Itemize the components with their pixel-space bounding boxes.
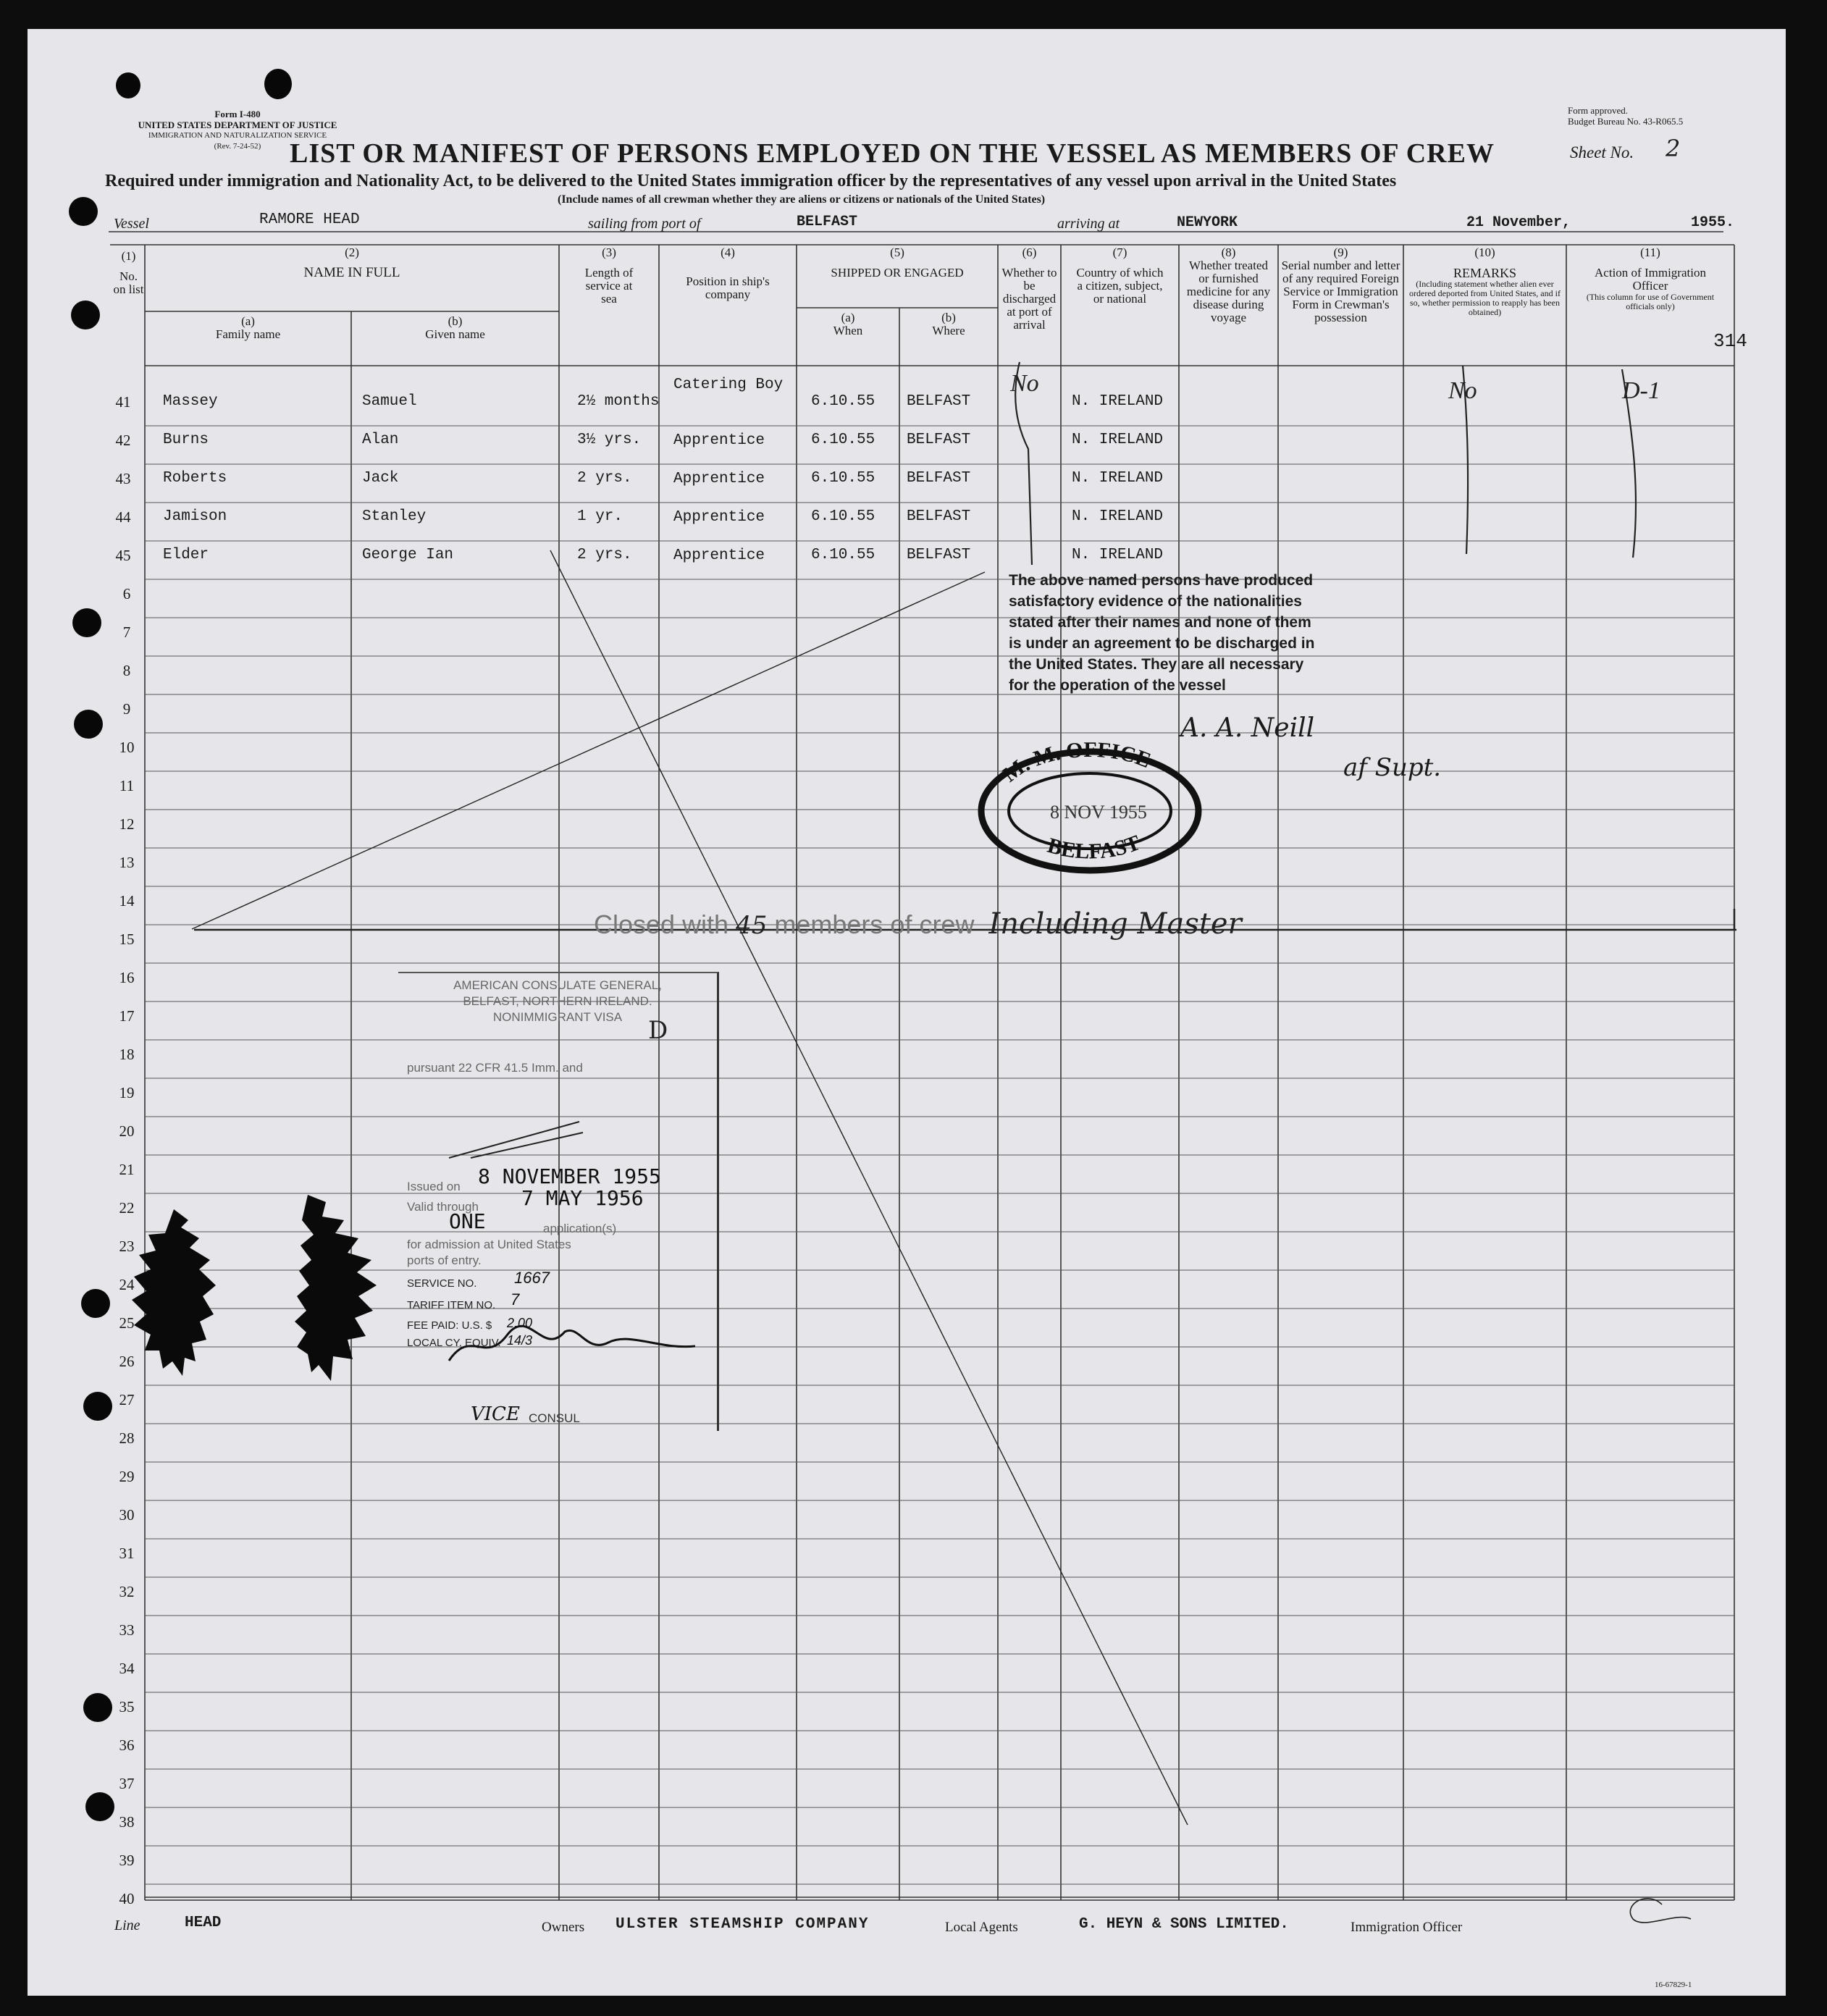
line-label: Line: [114, 1918, 140, 1933]
col2b-number: (b): [448, 314, 463, 328]
col5-title: SHIPPED OR ENGAGED: [831, 266, 964, 280]
visa-regulation: pursuant 22 CFR 41.5 Imm. and: [407, 1061, 583, 1075]
row-number: 40: [119, 1890, 135, 1907]
row-number: 45: [115, 547, 131, 564]
crew-when: 6.10.55: [811, 470, 875, 487]
visa-local: 14/3: [507, 1333, 533, 1348]
col7-number: (7): [1112, 245, 1127, 259]
row-number: 38: [119, 1813, 135, 1831]
row-number: 32: [119, 1583, 135, 1600]
col3-number: (3): [602, 245, 616, 259]
embossed-seal-right: [293, 1191, 380, 1387]
col2-title: NAME IN FULL: [303, 265, 400, 280]
form-approved: Form approved.: [1568, 105, 1629, 116]
row-number: 18: [119, 1046, 135, 1063]
row-number: 37: [119, 1775, 135, 1792]
row-number: 13: [119, 854, 135, 871]
visa-local-label: LOCAL CY. EQUIV.: [407, 1337, 501, 1349]
row-number: 24: [119, 1276, 135, 1293]
visa-tariff-no: 7: [511, 1290, 520, 1309]
svg-text:BELFAST: [1045, 831, 1143, 864]
closed-printed: Closed with: [594, 910, 729, 939]
col6-number: (6): [1022, 245, 1037, 259]
statement-line: The above named persons have produced: [1009, 572, 1314, 589]
row-number: 30: [119, 1506, 135, 1524]
visa-stamp: [398, 972, 719, 1431]
row-number: 25: [119, 1314, 135, 1332]
crew-where: BELFAST: [907, 508, 971, 525]
nationality-statement: [1009, 570, 1314, 696]
row-number: 8: [122, 662, 131, 679]
row-number: 39: [119, 1852, 135, 1869]
col2-header: [145, 246, 559, 280]
budget-bureau: Budget Bureau No. 43-R065.5: [1568, 116, 1684, 127]
visa-fee: 2.00: [507, 1316, 533, 1330]
col5b-number: (b): [941, 311, 956, 324]
crew-country: N. IRELAND: [1072, 432, 1164, 448]
col11-header: [1566, 246, 1734, 311]
col2b-header: [351, 315, 559, 341]
crew-country: N. IRELAND: [1072, 470, 1164, 487]
row-number: 10: [119, 739, 135, 756]
arrival-date: 21 November,: [1466, 214, 1571, 231]
crew-when: 6.10.55: [811, 432, 875, 448]
col6-title: Whether to be discharged at port of arrival: [1001, 266, 1057, 332]
arrival-year: 1955.: [1691, 214, 1735, 231]
col5a-title: When: [833, 324, 863, 337]
row-number: 36: [119, 1736, 135, 1754]
crew-country: N. IRELAND: [1072, 508, 1164, 525]
row-number: 9: [122, 700, 131, 718]
row-number: 7: [122, 623, 131, 641]
statement-line: the United States. They are all necessary: [1009, 656, 1304, 673]
crew-position: Apprentice: [673, 432, 765, 449]
stamp-date: 8 NOV 1955: [1050, 802, 1147, 823]
closed-count: 45: [736, 911, 768, 940]
visa-valid-label: Valid through: [407, 1200, 479, 1214]
sheet-label: Sheet No.: [1570, 143, 1634, 161]
col5-header: [797, 246, 998, 280]
mm-office-stamp: [970, 739, 1209, 883]
row-number: 26: [119, 1353, 135, 1370]
visa-ports: ports of entry.: [407, 1253, 482, 1267]
closed-printed-2: members of crew: [774, 910, 975, 939]
row-number: 43: [115, 470, 131, 487]
visa-issued-label: Issued on: [407, 1180, 461, 1193]
col2b-title: Given name: [425, 327, 485, 341]
visa-strike-lines: [442, 1078, 587, 1165]
crew-given: Alan: [362, 432, 399, 448]
closed-handwritten: Including Master: [988, 907, 1242, 941]
row-number: 23: [119, 1238, 135, 1255]
col7-title: Country of which a citizen, subject, or national: [1076, 266, 1164, 306]
col4-number: (4): [721, 245, 735, 259]
crew-position: Apprentice: [673, 547, 765, 564]
col1-title: No. on list: [113, 269, 144, 296]
visa-location: BELFAST, NORTHERN IRELAND.: [463, 994, 652, 1008]
crew-position: Catering Boy: [673, 377, 784, 393]
visa-consul: CONSUL: [529, 1411, 580, 1425]
visa-consulate: AMERICAN CONSULATE GENERAL,: [453, 978, 662, 992]
print-code: 16-67829-1: [1655, 1981, 1692, 1989]
col6-header: [998, 246, 1061, 332]
form-revision: (Rev. 7-24-52): [214, 142, 261, 151]
col4-title: Position in ship's company: [686, 274, 770, 301]
crew-given: Samuel: [362, 393, 417, 410]
crew-when: 6.10.55: [811, 393, 875, 410]
col8-header: [1179, 246, 1278, 324]
col8-title: Whether treated or furnished medicine for any disease during voyage: [1186, 259, 1271, 324]
col10-number: (10): [1474, 245, 1495, 259]
row-number: 22: [119, 1199, 135, 1217]
crew-given: Stanley: [362, 508, 427, 525]
consul-signature: [442, 1321, 702, 1372]
row-number: 15: [119, 931, 135, 948]
inclusion-note: (Include names of all crewman whether they are aliens or citizens or nationals of the United States): [558, 193, 1046, 206]
col10-note: (Including statement whether alien ever ordered deported from United States, and if so, whether permission to reapply has been obtained): [1409, 279, 1561, 317]
row-number: 34: [119, 1660, 135, 1677]
row-number: 6: [122, 585, 131, 602]
col9-header: [1278, 246, 1403, 324]
row-number: 41: [115, 393, 131, 411]
departure-port: BELFAST: [797, 214, 858, 230]
page-mark: 314: [1713, 330, 1747, 352]
visa-apps-value: ONE: [449, 1209, 486, 1233]
row-number: 44: [115, 508, 131, 526]
closed-statement: [594, 907, 1242, 941]
col10-header: [1403, 246, 1566, 317]
crew-given: Jack: [362, 470, 399, 487]
statement-line: is under an agreement to be discharged in: [1009, 635, 1315, 652]
arrival-port: NEWYORK: [1177, 214, 1238, 231]
row-number: 28: [119, 1429, 135, 1447]
row-number: 17: [119, 1007, 135, 1025]
row-number: 19: [119, 1084, 135, 1101]
row-number: 14: [119, 892, 135, 910]
col5b-header: [899, 311, 998, 337]
crew-service: 2 yrs.: [577, 470, 632, 487]
col11-note: (This column for use of Government officials only): [1586, 292, 1715, 311]
row-number: 35: [119, 1698, 135, 1715]
col2-number: (2): [345, 245, 359, 259]
col5a-number: (a): [841, 311, 855, 324]
row-number: 20: [119, 1122, 135, 1140]
statement-line: for the operation of the vessel: [1009, 677, 1226, 694]
stamp-bottom-text: BELFAST: [1044, 830, 1144, 864]
subtitle: Required under immigration and Nationality Act, to be delivered to the United States immigration officer by the representatives of any vessel upon arrival in the United States: [105, 172, 1397, 190]
crew-when: 6.10.55: [811, 547, 875, 563]
crew-family: Burns: [163, 432, 209, 448]
crew-where: BELFAST: [907, 432, 971, 448]
col10-handwritten: No: [1448, 377, 1477, 404]
row-number: 12: [119, 815, 135, 833]
col9-number: (9): [1333, 245, 1348, 259]
form-number: Form I-480: [214, 109, 261, 119]
crew-where: BELFAST: [907, 547, 971, 563]
row-number: 16: [119, 969, 135, 986]
col2a-number: (a): [241, 314, 255, 328]
department: UNITED STATES DEPARTMENT OF JUSTICE: [138, 119, 337, 130]
service-name: IMMIGRATION AND NATURALIZATION SERVICE: [148, 131, 327, 140]
port-label: sailing from port of: [588, 216, 701, 232]
row-number: 31: [119, 1545, 135, 1562]
col8-number: (8): [1221, 245, 1236, 259]
col10-title: REMARKS: [1453, 266, 1517, 280]
col1-header: [112, 250, 145, 296]
statement-line: stated after their names and none of them: [1009, 614, 1311, 631]
crew-service: 1 yr.: [577, 508, 623, 525]
row-number: 21: [119, 1161, 135, 1178]
row-number: 29: [119, 1468, 135, 1485]
col9-title: Serial number and letter of any required Foreign Service or Immigration Form in Crewman's possession: [1281, 259, 1400, 324]
stamp-top-text: M. M. OFFICE: [998, 739, 1154, 787]
crew-given: George Ian: [362, 547, 454, 563]
vessel-label: Vessel: [114, 216, 149, 232]
col5a-header: [797, 311, 899, 337]
arriving-label: arriving at: [1057, 216, 1120, 232]
officer-label: Immigration Officer: [1351, 1920, 1463, 1935]
statement-line: satisfactory evidence of the nationalities: [1009, 593, 1302, 610]
col5b-title: Where: [932, 324, 965, 337]
visa-mark: D: [648, 1016, 668, 1045]
crew-position: Apprentice: [673, 509, 765, 526]
row-number: 33: [119, 1621, 135, 1639]
crew-family: Jamison: [163, 508, 227, 525]
embossed-seal-left: [130, 1206, 224, 1379]
visa-admission: for admission at United States: [407, 1238, 571, 1251]
visa-type: NONIMMIGRANT VISA: [492, 1010, 623, 1024]
visa-issued-date: 8 NOVEMBER 1955: [478, 1164, 661, 1188]
visa-fee-label: FEE PAID: U.S. $: [407, 1319, 492, 1332]
sheet-number: 2: [1666, 135, 1681, 162]
row-number: 11: [119, 777, 135, 794]
col6-handwritten: No: [1010, 370, 1039, 397]
col11-number: (11): [1640, 245, 1660, 259]
signatory-title: af Supt.: [1343, 753, 1442, 782]
col2a-header: [145, 315, 351, 341]
visa-vice: VICE: [471, 1403, 520, 1425]
crew-family: Roberts: [163, 470, 227, 487]
owners-label: Owners: [542, 1920, 585, 1935]
col2a-title: Family name: [215, 327, 281, 341]
visa-service-no: 1667: [514, 1269, 550, 1287]
agents-label: Local Agents: [945, 1920, 1018, 1935]
visa-service-label: SERVICE NO.: [407, 1277, 477, 1290]
crew-family: Elder: [163, 547, 209, 563]
agents-value: G. HEYN & SONS LIMITED.: [1079, 1916, 1289, 1933]
crew-country: N. IRELAND: [1072, 547, 1164, 563]
row-number: 27: [119, 1391, 135, 1408]
document-title: LIST OR MANIFEST OF PERSONS EMPLOYED ON THE VESSEL AS MEMBERS OF CREW: [290, 138, 1495, 169]
crew-when: 6.10.55: [811, 508, 875, 525]
crew-service: 2 yrs.: [577, 547, 632, 563]
crew-where: BELFAST: [907, 470, 971, 487]
visa-apps-label: application(s): [543, 1222, 617, 1235]
col7-header: [1061, 246, 1179, 306]
crew-where: BELFAST: [907, 393, 971, 410]
visa-tariff-label: TARIFF ITEM NO.: [407, 1299, 496, 1311]
col4-header: [659, 246, 797, 301]
crew-country: N. IRELAND: [1072, 393, 1164, 410]
col5-number: (5): [890, 245, 904, 259]
col1-number: (1): [121, 249, 136, 263]
col11-title: Action of Immigration Officer: [1595, 266, 1706, 293]
line-value: HEAD: [185, 1915, 222, 1931]
col3-header: [559, 246, 659, 306]
crew-position: Apprentice: [673, 471, 765, 487]
visa-valid-date: 7 MAY 1956: [521, 1186, 644, 1210]
superintendent-signature: A. A. Neill: [1180, 713, 1315, 743]
col11-handwritten: D-1: [1622, 377, 1660, 404]
crew-service: 3½ yrs.: [577, 432, 642, 448]
col3-title: Length of service at sea: [584, 266, 634, 306]
crew-family: Massey: [163, 393, 218, 410]
vessel-name: RAMORE HEAD: [259, 211, 360, 228]
row-number: 42: [115, 432, 131, 449]
owners-value: ULSTER STEAMSHIP COMPANY: [616, 1916, 870, 1933]
crew-service: 2½ months: [577, 393, 660, 410]
